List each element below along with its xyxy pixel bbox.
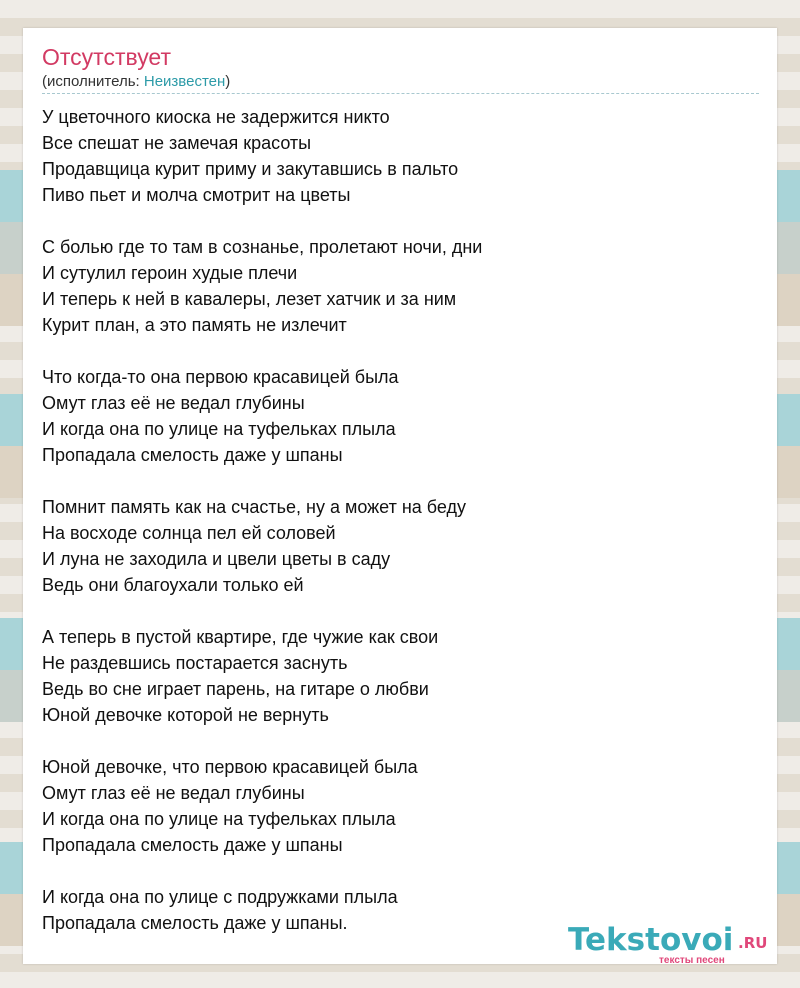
divider	[42, 93, 759, 94]
lyrics-line: У цветочного киоска не задержится никто	[42, 107, 390, 127]
lyrics-line: И луна не заходила и цвели цветы в саду	[42, 549, 391, 569]
artist-link[interactable]: Неизвестен	[143, 73, 226, 90]
lyrics-line: Юной девочке, что первою красавицей была	[42, 757, 418, 777]
lyrics-stanza	[42, 364, 762, 468]
lyrics-card	[23, 28, 777, 964]
lyrics-line: И теперь к ней в кавалеры, лезет хатчик и за ним	[42, 289, 457, 309]
lyrics-stanza	[42, 104, 762, 208]
song-title: Отсутствует	[42, 44, 171, 70]
lyrics-line: Пропадала смелость даже у шпаны	[42, 835, 343, 855]
artist-suffix: )	[225, 73, 231, 90]
lyrics-line: И когда она по улице на туфельках плыла	[42, 419, 396, 439]
lyrics-line: Омут глаз её не ведал глубины	[42, 393, 305, 413]
lyrics-stanza	[42, 624, 762, 728]
lyrics-line: Пропадала смелость даже у шпаны	[42, 445, 343, 465]
lyrics-text	[42, 104, 762, 936]
lyrics-line: Юной девочке которой не вернуть	[42, 705, 329, 725]
lyrics-line: Не раздевшись постарается заснуть	[42, 653, 348, 673]
logo-tagline: тексты песен	[659, 955, 725, 966]
lyrics-line: Омут глаз её не ведал глубины	[42, 783, 305, 803]
lyrics-line: И когда она по улице с подружками плыла	[42, 887, 398, 907]
lyrics-line: Все спешат не замечая красоты	[42, 133, 312, 153]
lyrics-line: Помнит память как на счастье, ну а может на беду	[42, 497, 467, 517]
artist-prefix: (исполнитель:	[42, 73, 144, 90]
lyrics-line: Курит план, а это память не излечит	[42, 315, 347, 335]
lyrics-line: Пропадала смелость даже у шпаны.	[42, 913, 348, 933]
lyrics-stanza	[42, 494, 762, 598]
artist-line	[42, 73, 230, 91]
lyrics-line: Пиво пьет и молча смотрит на цветы	[42, 185, 351, 205]
lyrics-line: И когда она по улице на туфельках плыла	[42, 809, 396, 829]
lyrics-line: С болью где то там в сознанье, пролетают ночи, дни	[42, 237, 483, 257]
lyrics-line: А теперь в пустой квартире, где чужие как свои	[42, 627, 439, 647]
lyrics-line: На восходе солнца пел ей соловей	[42, 523, 336, 543]
logo-tld: .RU	[738, 934, 768, 952]
lyrics-stanza	[42, 754, 762, 858]
lyrics-line: Продавщица курит приму и закутавшись в пальто	[42, 159, 459, 179]
logo-wordmark: Tekstovoi	[568, 922, 734, 958]
lyrics-line: Что когда-то она первою красавицей была	[42, 367, 399, 387]
site-logo[interactable]	[568, 922, 778, 966]
lyrics-line: Ведь они благоухали только ей	[42, 575, 304, 595]
lyrics-stanza	[42, 234, 762, 338]
lyrics-line: И сутулил героин худые плечи	[42, 263, 298, 283]
lyrics-line: Ведь во сне играет парень, на гитаре о любви	[42, 679, 429, 699]
